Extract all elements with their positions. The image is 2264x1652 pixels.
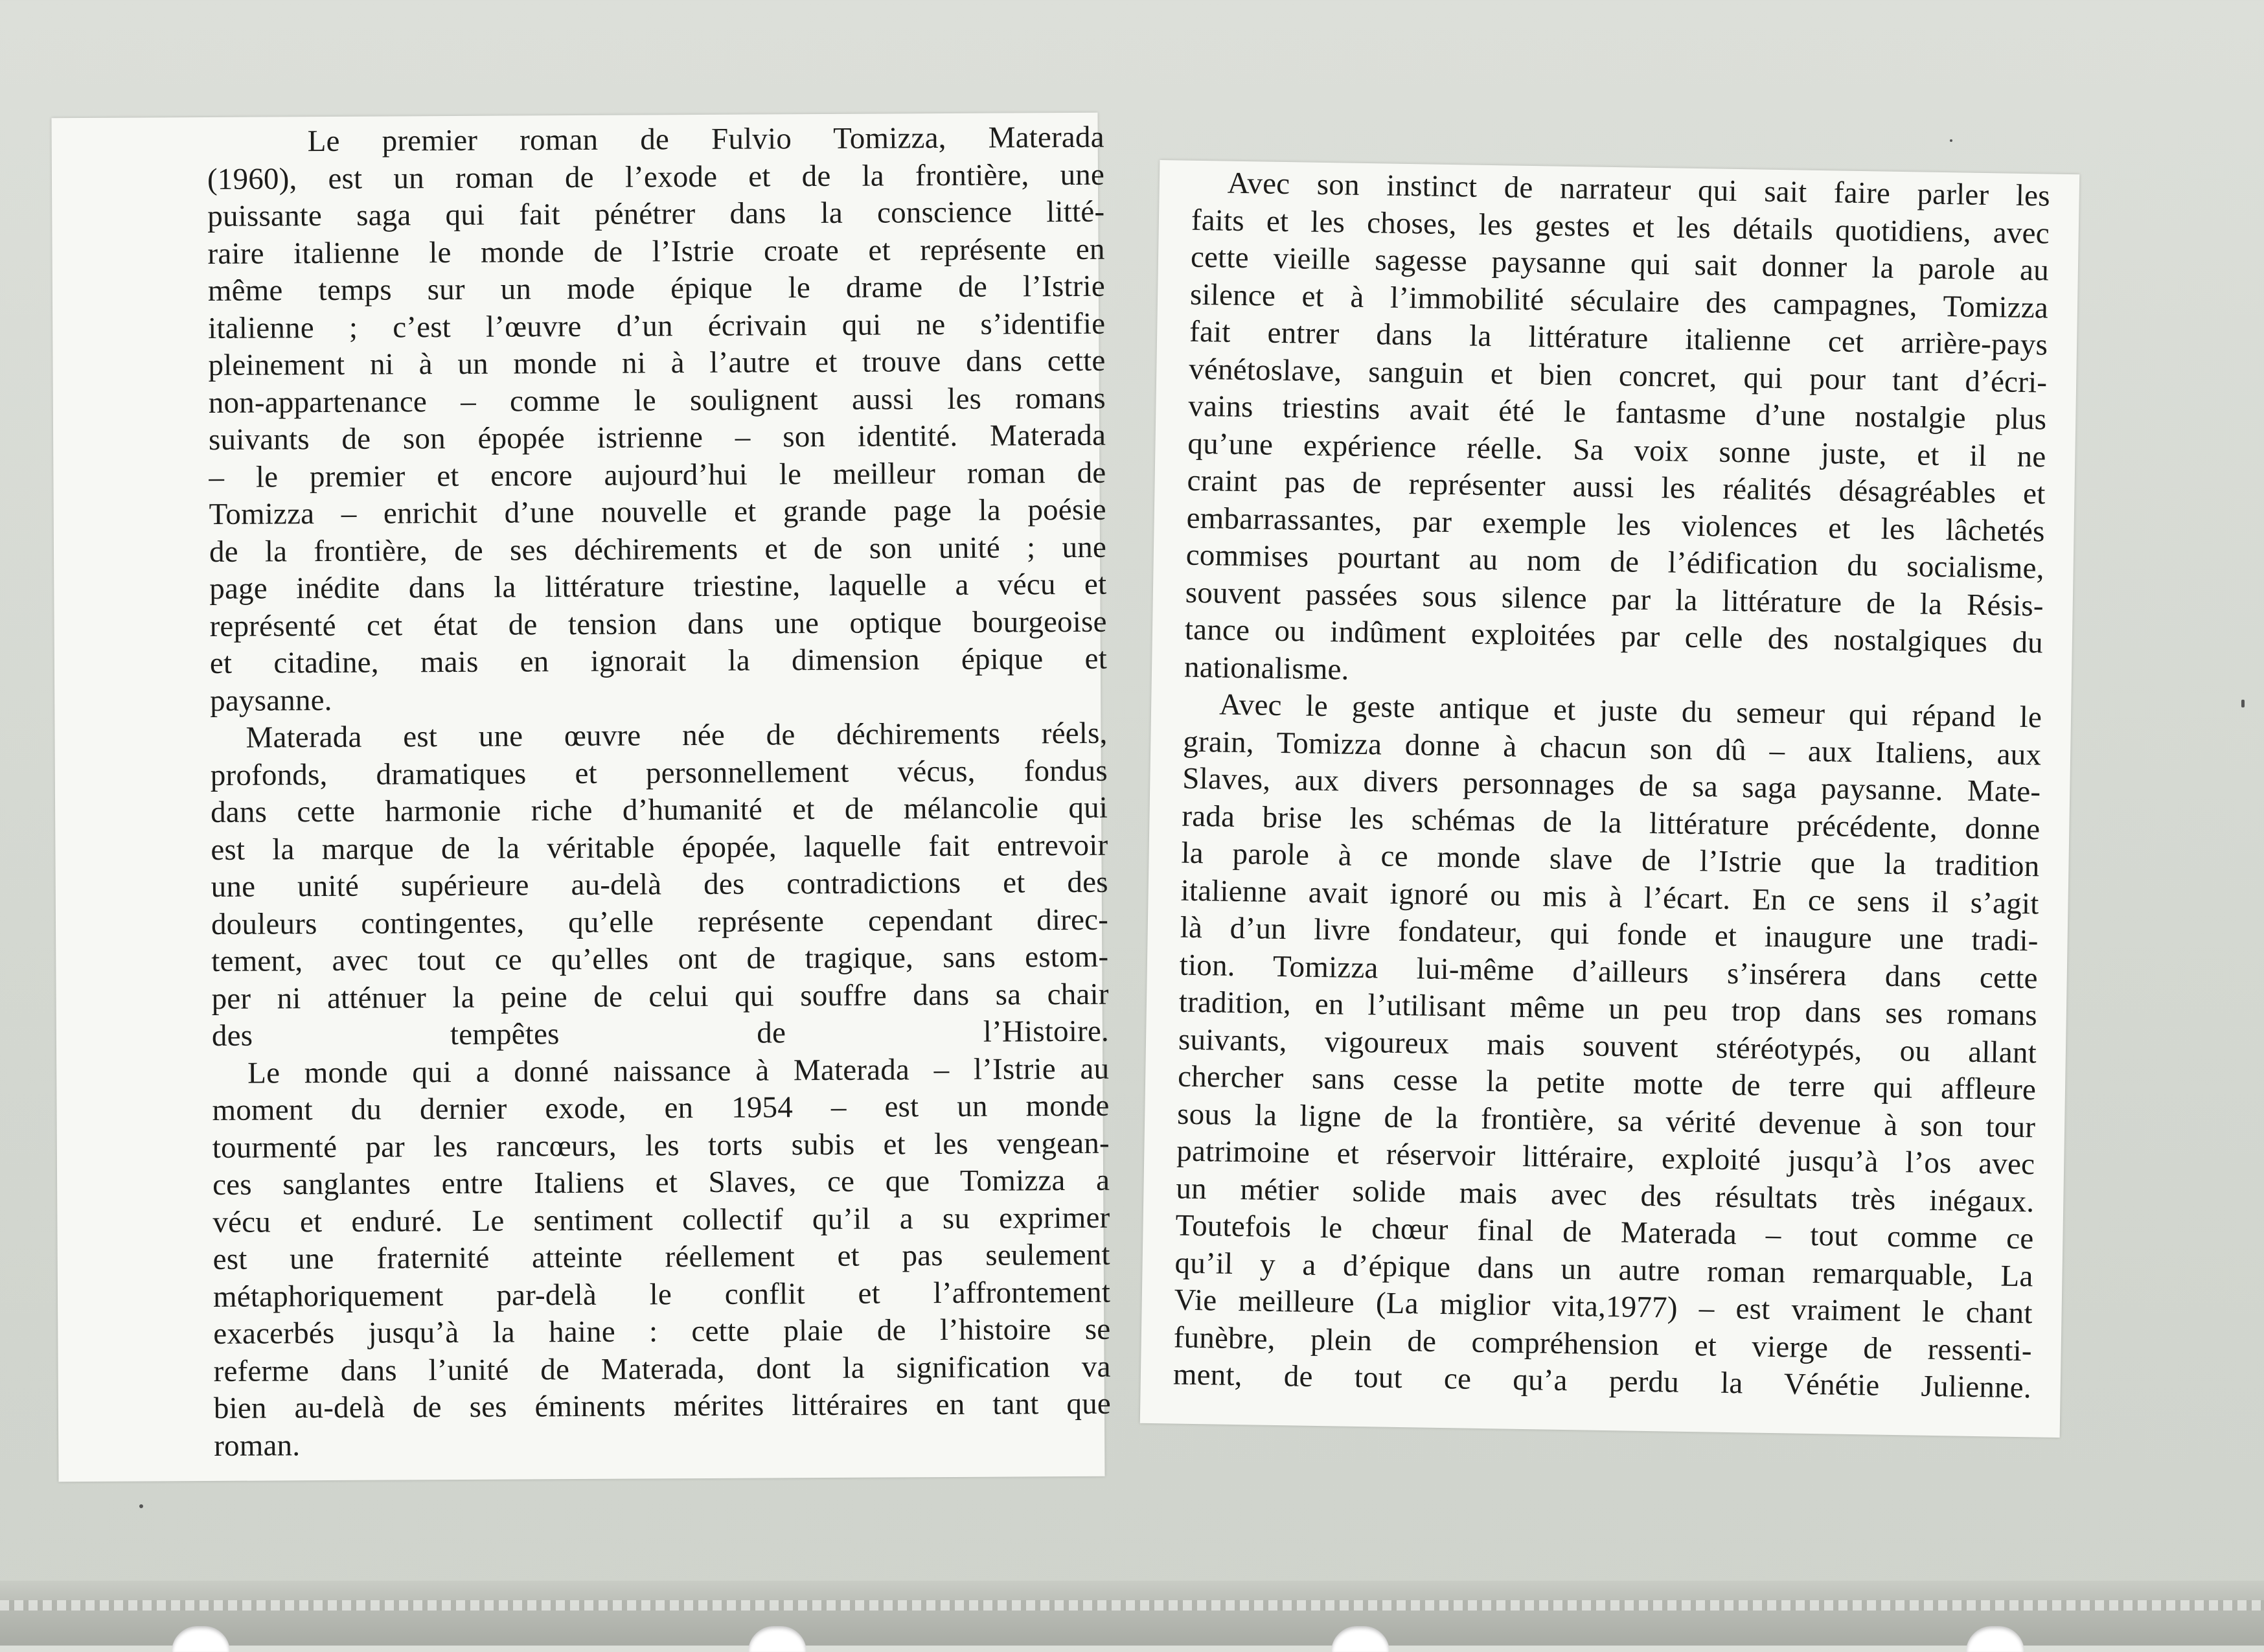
dust-speck (2241, 700, 2245, 707)
sleeve-stitching (0, 1600, 2264, 1611)
right-article-clipping (1140, 160, 2079, 1438)
left-article-clipping (52, 113, 1112, 1482)
paragraph: Avec son instinct de narrateur qui sait faire parler les faits et les choses, les gestes et les détails quotidiens, avec cette vieille sagesse paysanne qui sait donner la parole au silence et à l’immobilité séculaire des campagnes, Tomizza fait entrer dans la littérature italienne cet arrière-pays vénétoslave, sanguin et bien concret, qui pour tant d’écri- vains triestins avait été le fantasme d’une nostalgie plus qu’une expérience réelle. Sa voix sonne juste, et il ne craint pas de représenter aussi les réalités désagréables et embarrassantes, par exemple les violences et les lâchetés commises pourtant au nom de l’édification du socialisme, souvent passées sous silence par la littérature de la Résis- tance ou indûment exploitées par celle des nostalgiques du nationalisme. (1183, 166, 2051, 687)
paragraph: Materada est une œuvre née de déchirements réels, profonds, dramatiques et personnellement vécus, fondus dans cette harmonie riche d’humanité et de mélancolie qui est la marque de la véritable épopée, laquelle fait entrevoir une unité supérieure au-delà des contradictions et des douleurs contingentes, qu’elle représente cependant direc- tement, avec tout ce qu’elles ont de tragique, sans estom- per ni atténuer la peine de celui qui souffre dans sa chair des tempêtes de l’Histoire. (210, 716, 1110, 1053)
paragraph: Le premier roman de Fulvio Tomizza, Materada (1960), est un roman de l’exode et de la frontière, une puissante saga qui fait pénétrer dans la conscience litté- raire italienne le monde de l’Istrie croate et représente en même temps sur un mode épique le drame de l’Istrie italienne ; c’est l’œuvre d’un écrivain qui ne s’identifie pleinement ni à un monde ni à l’autre et trouve dans cette non-appartenance – comme le soulignent aussi les romans suivants de son épopée istrienne – son identité. Materada – le premier et encore aujourd’hui le meilleur roman de Tomizza – enrichit d’une nouvelle et grande page la poésie de la frontière, de ses déchirements et de son unité ; une page inédite dans la littérature triestine, laquelle a vécu et représenté cet état de tension dans une optique bourgeoise et citadine, mais en ignorait la dimension épique et paysanne. (207, 120, 1108, 718)
paragraph: Le monde qui a donné naissance à Materada – l’Istrie au moment du dernier exode, en 1954 – est un monde tourmenté par les rancœurs, les torts subis et les vengean- ces sanglantes entre Italiens et Slaves, ce que Tomizza a vécu et enduré. Le sentiment collectif qu’il a su exprimer est une fraternité atteinte réellement et pas seulement métaphoriquement par-delà le conflit et l’affrontement exacerbés jusqu’à la haine : cette plaie de l’histoire se referme dans l’unité de Materada, dont la signification va bien au-delà de ses éminents mérites littéraires en tant que roman. (212, 1051, 1112, 1463)
dust-speck (1950, 139, 1952, 142)
paragraph: Avec le geste antique et juste du semeur qui répand le grain, Tomizza donne à chacun son dû – aux Italiens, aux Slaves, aux divers personnages de sa saga paysanne. Mate- rada brise les schémas de la littérature précédente, donne la parole à ce monde slave de l’Istrie que la tradition italienne avait ignoré ou mis à l’écart. En ce sens il s’agit là d’un livre fondateur, qui fonde et inaugure une tradi- tion. Tomizza lui-même d’ailleurs s’insérera dans cette tradition, en l’utilisant même un peu trop dans ses romans suivants, vigoureux mais souvent stéréotypés, ou allant chercher sans cesse la petite motte de terre qui affleure sous la ligne de la frontière, sa vérité devenue à son tour patrimoine et réservoir littéraire, exploité jusqu’à l’os avec un métier solide mais avec des résultats très inégaux. Toutefois le chœur final de Materada – tout comme ce qu’il y a d’épique dans un autre roman remarquable, La Vie meilleure (La miglior vita,1977) – est vraiment le chant funèbre, plein de compréhension et vierge de ressenti- ment, de tout ce qu’a perdu la Vénétie Julienne. (1172, 687, 2042, 1405)
dust-speck (139, 1504, 143, 1508)
sleeve-bottom-edge (0, 1581, 2264, 1646)
